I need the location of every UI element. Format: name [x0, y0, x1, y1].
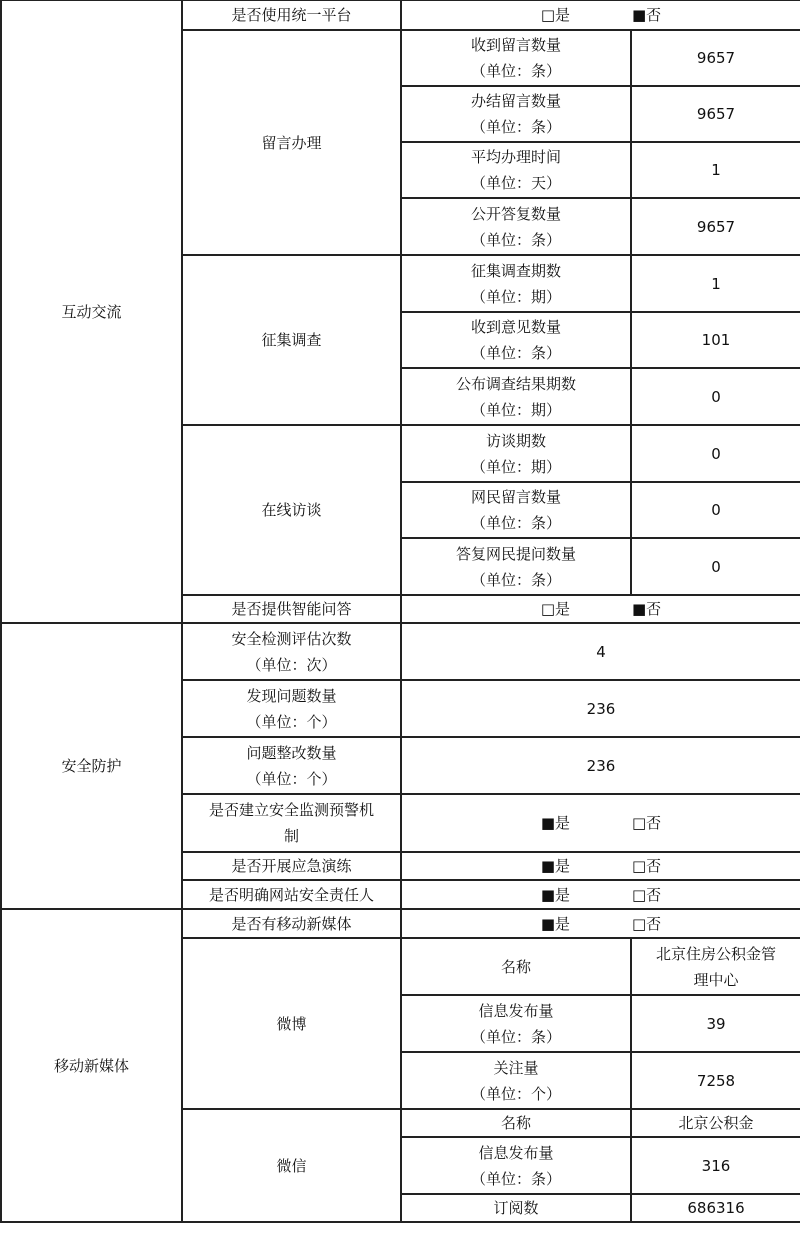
cell-text: 安全检测评估次数: [231, 629, 352, 648]
cell-text: （单位：条）: [470, 1027, 561, 1046]
cell-text: 0: [711, 444, 721, 463]
cell-text: 安全防护: [61, 757, 122, 775]
option-no[interactable]: □否: [632, 814, 662, 832]
cell-text: 0: [711, 501, 721, 519]
cell-text: 答复网民提问数量: [455, 544, 576, 563]
checkbox-cell: [401, 880, 800, 909]
item-label: [401, 482, 631, 538]
section-title: [1, 623, 182, 909]
cell-text: 236: [586, 756, 616, 775]
table-row: [1, 909, 800, 938]
cell-text: （单位：条）: [470, 1169, 561, 1188]
cell-text: 信息发布量: [478, 1143, 554, 1162]
checkbox-cell: [401, 909, 800, 938]
item-value: [631, 482, 800, 538]
cell-text: 316: [701, 1156, 731, 1175]
cell-text: 问题整改数量: [246, 743, 337, 762]
cell-text: 39: [706, 1014, 726, 1033]
row-label: [182, 880, 401, 909]
option-no[interactable]: □否: [632, 885, 662, 904]
cell-text: 4: [596, 642, 606, 661]
cell-text: （单位：条）: [470, 514, 561, 532]
group-title: [182, 938, 401, 1109]
section-title: [1, 0, 182, 623]
cell-text: 是否有移动新媒体: [231, 914, 352, 933]
item-label: [401, 255, 631, 312]
cell-text: 信息发布量: [478, 1001, 554, 1020]
cell-text: 访谈期数: [485, 431, 546, 450]
item-label: [401, 995, 631, 1052]
item-value: [631, 86, 800, 142]
cell-text: 0: [711, 387, 721, 406]
option-no[interactable]: □否: [632, 857, 662, 875]
cell-text: （单位：期）: [470, 287, 561, 306]
cell-text: 北京住房公积金管: [655, 944, 776, 963]
cell-text: 是否使用统一平台: [231, 6, 352, 24]
row-label: [182, 680, 401, 737]
checkbox-cell: [401, 595, 800, 623]
cell-text: 686316: [687, 1199, 745, 1217]
group-title: [182, 425, 401, 595]
option-yes[interactable]: ■是: [540, 857, 570, 875]
group-title: [182, 30, 401, 255]
section-title: [1, 909, 182, 1222]
table-row: [1, 0, 800, 30]
cell-text: 9657: [696, 217, 736, 236]
item-label: [401, 938, 631, 995]
cell-text: 名称: [500, 957, 531, 976]
checkbox-cell: [401, 0, 800, 30]
cell-text: 在线访谈: [261, 501, 322, 519]
cell-text: 7258: [696, 1071, 736, 1090]
cell-text: 9657: [696, 49, 736, 67]
item-value: [631, 368, 800, 425]
cell-text: 制: [283, 827, 299, 845]
cell-text: 办结留言数量: [470, 92, 561, 110]
row-value: [401, 737, 800, 794]
cell-text: （单位：次）: [246, 655, 337, 674]
item-label: [401, 1137, 631, 1194]
row-label: [182, 852, 401, 880]
cell-text: （单位：条）: [470, 118, 561, 136]
cell-text: （单位：个）: [246, 712, 337, 731]
item-value: [631, 1052, 800, 1109]
item-label: [401, 425, 631, 482]
row-value: [401, 623, 800, 680]
item-value: [631, 1194, 800, 1222]
item-label: [401, 1109, 631, 1137]
cell-text: 是否开展应急演练: [231, 857, 352, 875]
row-label: [182, 623, 401, 680]
cell-text: （单位：期）: [470, 400, 561, 419]
row-label: [182, 0, 401, 30]
cell-text: 101: [701, 331, 731, 349]
row-label: [182, 595, 401, 623]
item-value: [631, 538, 800, 595]
option-no[interactable]: ■否: [632, 600, 662, 618]
option-no[interactable]: □否: [632, 914, 662, 933]
item-value: [631, 425, 800, 482]
row-label: [182, 909, 401, 938]
cell-text: 发现问题数量: [246, 686, 337, 705]
item-label: [401, 86, 631, 142]
cell-text: 1: [711, 161, 721, 179]
cell-text: 北京公积金: [678, 1114, 754, 1132]
cell-text: 收到留言数量: [470, 36, 561, 54]
item-value: [631, 1137, 800, 1194]
cell-text: 是否提供智能问答: [231, 600, 352, 618]
cell-text: 236: [586, 699, 616, 718]
cell-text: （单位：期）: [470, 457, 561, 476]
cell-text: 互动交流: [61, 302, 122, 321]
cell-text: （单位：个）: [470, 1084, 561, 1103]
checkbox-cell: [401, 852, 800, 880]
cell-text: 关注量: [493, 1058, 539, 1077]
row-label: [182, 794, 401, 852]
option-no[interactable]: ■否: [632, 6, 662, 24]
cell-text: 订阅数: [493, 1199, 539, 1217]
row-value: [401, 680, 800, 737]
cell-text: 平均办理时间: [470, 148, 561, 166]
item-label: [401, 142, 631, 198]
cell-text: 是否明确网站安全责任人: [208, 885, 374, 904]
item-value: [631, 198, 800, 255]
item-label: [401, 198, 631, 255]
item-label: [401, 312, 631, 368]
item-label: [401, 30, 631, 86]
cell-text: 理中心: [693, 970, 739, 989]
cell-text: 微博: [276, 1014, 307, 1033]
option-yes[interactable]: ■是: [540, 885, 570, 904]
cell-text: （单位：个）: [246, 769, 337, 788]
cell-text: 公布调查结果期数: [455, 374, 576, 393]
item-value: [631, 995, 800, 1052]
cell-text: 名称: [500, 1114, 531, 1132]
item-value: [631, 142, 800, 198]
table-row: [1, 623, 800, 680]
cell-text: 征集调查期数: [470, 261, 561, 280]
cell-text: （单位：条）: [470, 570, 561, 589]
option-yes[interactable]: □是: [540, 600, 570, 618]
cell-text: 征集调查: [261, 331, 322, 349]
cell-text: （单位：条）: [470, 230, 561, 249]
cell-text: （单位：条）: [470, 62, 561, 80]
item-value: [631, 1109, 800, 1137]
cell-text: 公开答复数量: [470, 204, 561, 223]
cell-text: 收到意见数量: [470, 318, 561, 336]
cell-text: （单位：条）: [470, 344, 561, 362]
item-value: [631, 255, 800, 312]
item-label: [401, 368, 631, 425]
cell-text: （单位：天）: [470, 174, 561, 192]
cell-text: 移动新媒体: [53, 1056, 129, 1075]
cell-text: 是否建立安全监测预警机: [208, 801, 374, 819]
row-label: [182, 737, 401, 794]
cell-text: 网民留言数量: [470, 488, 561, 506]
cell-text: 留言办理: [261, 133, 322, 152]
item-label: [401, 1194, 631, 1222]
cell-text: 9657: [696, 105, 736, 123]
checkbox-cell: [401, 794, 800, 852]
group-title: [182, 255, 401, 425]
option-yes[interactable]: ■是: [540, 814, 570, 832]
group-title: [182, 1109, 401, 1222]
item-value: [631, 312, 800, 368]
item-value: [631, 938, 800, 995]
item-label: [401, 1052, 631, 1109]
option-yes[interactable]: □是: [540, 6, 570, 24]
cell-text: 微信: [276, 1156, 307, 1175]
cell-text: 0: [711, 557, 721, 576]
cell-text: 1: [711, 274, 721, 293]
option-yes[interactable]: ■是: [540, 914, 570, 933]
item-label: [401, 538, 631, 595]
item-value: [631, 30, 800, 86]
